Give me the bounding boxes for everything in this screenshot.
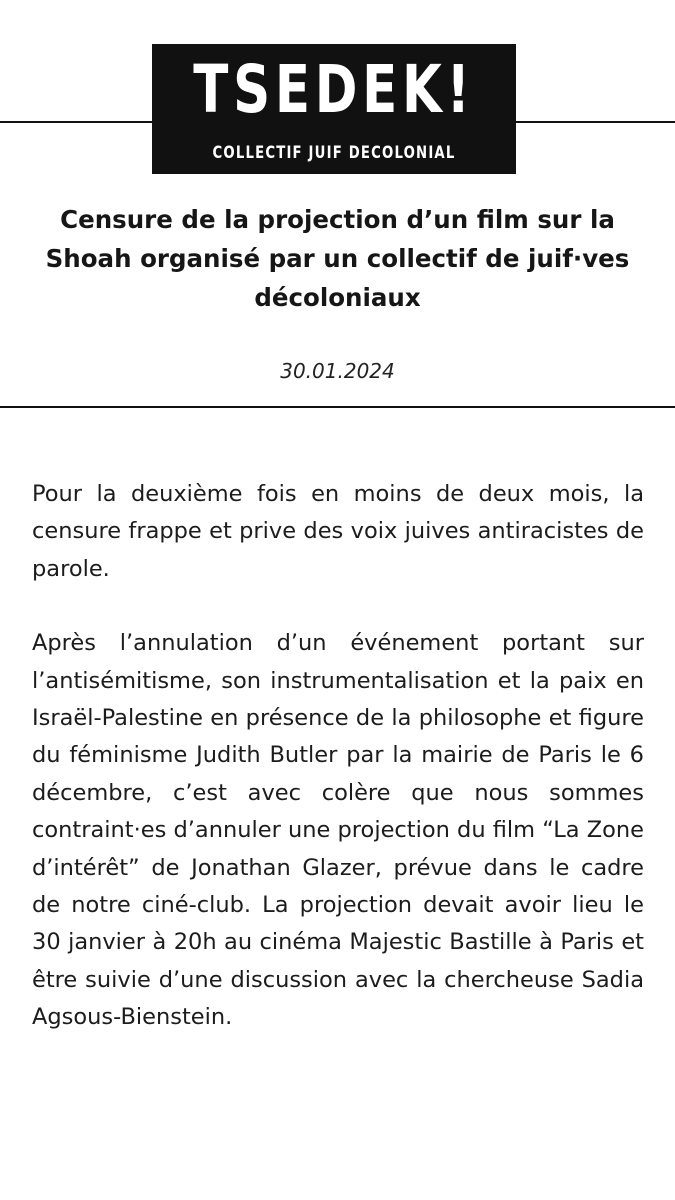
section-divider <box>0 406 675 408</box>
article-body <box>32 476 644 1074</box>
logo <box>152 44 516 174</box>
headline: Censure de la projection d’un film sur la Shoah organisé par un collectif de juif·ves décoloniaux <box>45 205 630 312</box>
header-rule-left <box>0 121 152 123</box>
paragraph-2: Après l’annulation d’un événement portant sur l’antisémitisme, son instrumentalisation et la paix en Israël-Palestine en présence de la philosophe et figure du féminisme Judith Butler par la mairie de Paris le 6 décembre, c’est avec colère que nous sommes contraint·es d’annuler une projection du film “La Zone d’intérêt” de Jonathan Glazer, prévue dans le cadre de notre ciné-club. La projection devait avoir lieu le 30 janvier à 20h au cinéma Majestic Bastille à Paris et être suivie d’une discussion avec la chercheuse Sadia Agsous-Bienstein. <box>32 630 644 1031</box>
logo-name: TSEDEK! <box>193 51 475 128</box>
paragraph-1: Pour la deuxième fois en moins de deux mois, la censure frappe et prive des voix juives antiracistes de parole. <box>32 481 644 582</box>
logo-tagline: COLLECTIF JUIF DECOLONIAL <box>212 143 456 163</box>
publication-date: 30.01.2024 <box>280 359 395 383</box>
header-rule-right <box>516 121 675 123</box>
